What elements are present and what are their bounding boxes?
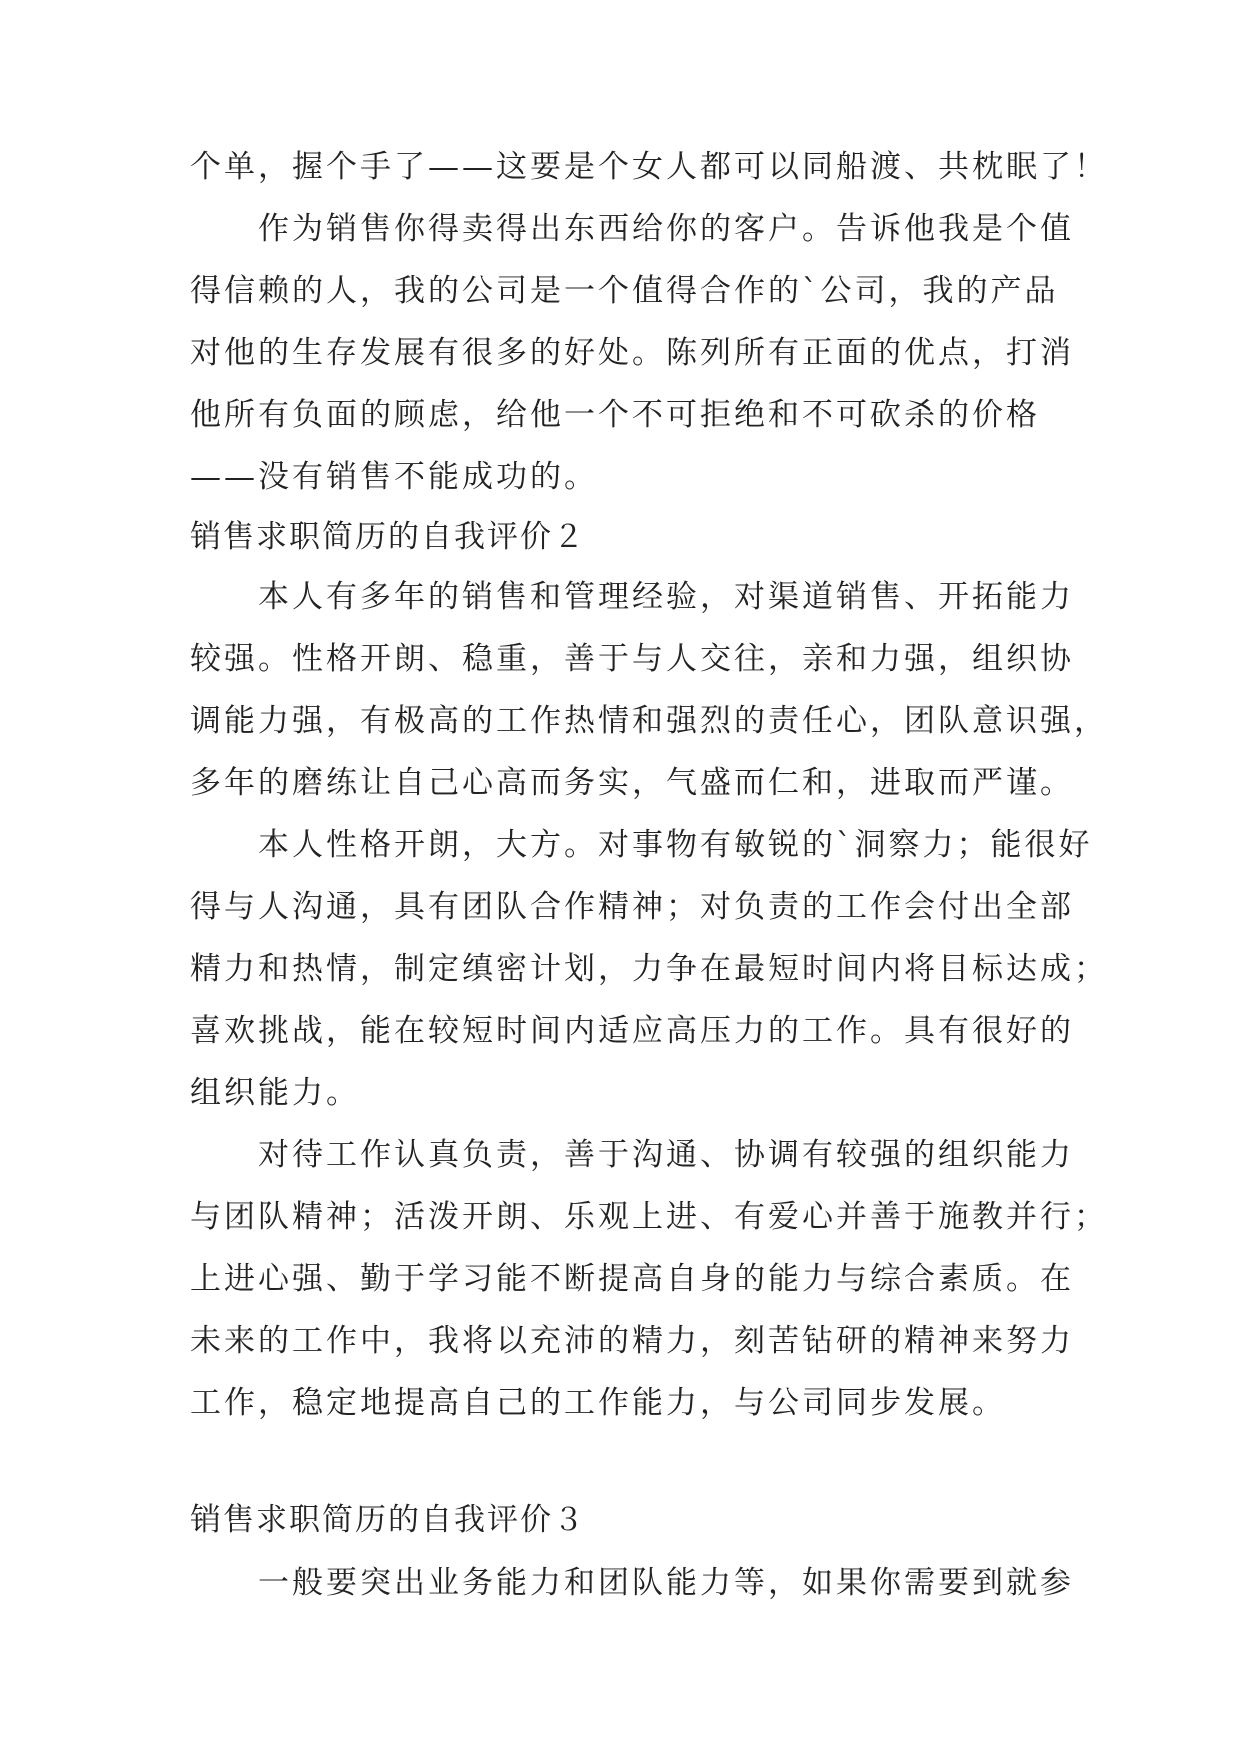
text-line: 上进心强、勤于学习能不断提高自身的能力与综合素质。在	[190, 1261, 1074, 1297]
text-line: ——没有销售不能成功的。	[190, 459, 598, 495]
text-line: 较强。性格开朗、稳重，善于与人交往，亲和力强，组织协	[190, 641, 1074, 677]
text-line: 得信赖的人，我的公司是一个值得合作的`公司，我的产品	[190, 273, 1059, 309]
section-heading-2: 销售求职简历的自我评价２	[190, 519, 586, 555]
text-line: 多年的磨练让自己心高而务实，气盛而仁和，进取而严谨。	[190, 765, 1074, 801]
text-line: 个单，握个手了——这要是个女人都可以同船渡、共枕眠了！	[190, 149, 1108, 185]
text-line: 精力和热情，制定缜密计划，力争在最短时间内将目标达成；	[190, 951, 1108, 987]
text-line: 组织能力。	[190, 1075, 360, 1111]
paragraph-first-line: 一般要突出业务能力和团队能力等，如果你需要到就参	[258, 1565, 1074, 1601]
text-line: 他所有负面的顾虑，给他一个不可拒绝和不可砍杀的价格	[190, 397, 1040, 433]
section-heading-3: 销售求职简历的自我评价３	[190, 1502, 586, 1538]
text-line: 对他的生存发展有很多的好处。陈列所有正面的优点，打消	[190, 335, 1074, 371]
text-line: 得与人沟通，具有团队合作精神；对负责的工作会付出全部	[190, 889, 1074, 925]
text-line: 工作，稳定地提高自己的工作能力，与公司同步发展。	[190, 1385, 1006, 1421]
text-line: 未来的工作中，我将以充沛的精力，刻苦钻研的精神来努力	[190, 1323, 1074, 1359]
text-line: 与团队精神；活泼开朗、乐观上进、有爱心并善于施教并行；	[190, 1199, 1108, 1235]
text-line: 调能力强，有极高的工作热情和强烈的责任心，团队意识强，	[190, 703, 1108, 739]
paragraph-first-line: 本人有多年的销售和管理经验，对渠道销售、开拓能力	[258, 579, 1074, 615]
paragraph-first-line: 本人性格开朗，大方。对事物有敏锐的`洞察力；能很好	[258, 827, 1093, 863]
paragraph-first-line: 作为销售你得卖得出东西给你的客户。告诉他我是个值	[258, 211, 1074, 247]
paragraph-first-line: 对待工作认真负责，善于沟通、协调有较强的组织能力	[258, 1137, 1074, 1173]
text-line: 喜欢挑战，能在较短时间内适应高压力的工作。具有很好的	[190, 1013, 1074, 1049]
